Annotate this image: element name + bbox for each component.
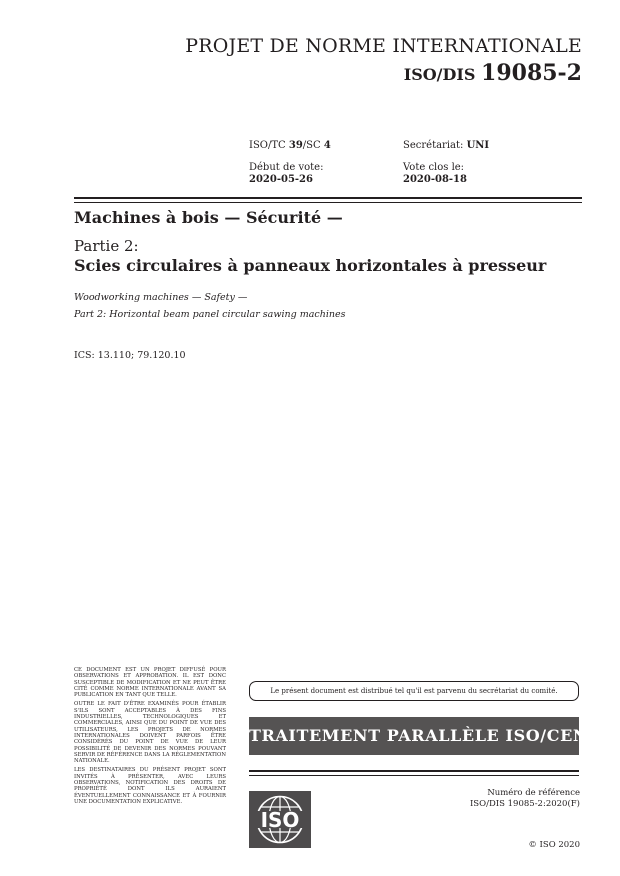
secretariat: Secrétariat: UNI	[403, 140, 490, 151]
title-rule-thick	[74, 197, 582, 199]
iso-logo-text: ISO	[260, 808, 300, 832]
vote-end	[403, 162, 467, 186]
part-title: Scies circulaires à panneaux horizontales à presseur	[74, 256, 547, 275]
footer-rule-thick	[249, 770, 579, 772]
vote-end-date: 2020-08-18	[403, 174, 467, 185]
copyright: © ISO 2020	[528, 840, 580, 850]
vote-start-date: 2020-05-26	[249, 174, 313, 185]
disclaimer-paragraph: CE DOCUMENT EST UN PROJET DIFFUSÉ POUR OBSERVATIONS ET APPROBATION. IL EST DONC SUSCEPTIBLE DE MODIFICATION ET NE PEUT ÊTRE CITÉ COMME NORME INTERNATIONALE AVANT SA PUBLICATION EN TANT QUE TELLE.	[74, 667, 226, 699]
title-rule-thin	[74, 202, 582, 203]
vote-end-label: Vote clos le:	[403, 162, 465, 173]
reference-label: Numéro de référence	[487, 788, 580, 798]
part-label: Partie 2:	[74, 237, 139, 255]
iso-logo	[249, 791, 311, 848]
vote-start	[249, 162, 323, 186]
vote-start-label: Début de vote:	[249, 162, 324, 173]
disclaimer-paragraph: OUTRE LE FAIT D'ÊTRE EXAMINÉS POUR ÉTABLIR S'ILS SONT ACCEPTABLES À DES FINS INDUSTRIELLES, TECHNOLOGIQUES ET COMMERCIALES, AINSI QUE DU POINT DE VUE DES UTILISATEURS, LES PROJETS DE NORMES INTERNATIONALES DOIVENT PARFOIS ÊTRE CONSIDÉRÉS DU POINT DE VUE DE LEUR POSSIBILITÉ DE DEVENIR DES NORMES POUVANT SERVIR DE RÉFÉRENCE DANS LA RÉGLEMENTATION NATIONALE.	[74, 701, 226, 765]
document-number: 19085-2	[481, 60, 582, 86]
distribution-note: Le présent document est distribué tel qu'il est parvenu du secrétariat du comité.	[249, 681, 579, 701]
english-title-line1: Woodworking machines — Safety —	[74, 292, 248, 303]
disclaimer	[74, 667, 226, 808]
footer-rule-thin	[249, 775, 579, 776]
committee-reference: ISO/TC 39/SC 4	[249, 140, 331, 151]
ics-codes: ICS: 13.110; 79.120.10	[74, 350, 186, 361]
disclaimer-paragraph: LES DESTINATAIRES DU PRÉSENT PROJET SONT INVITÉS À PRÉSENTER, AVEC LEURS OBSERVATIONS, NOTIFICATION DES DROITS DE PROPRIÉTÉ DONT ILS AURAIENT ÉVENTUELLEMENT CONNAISSANCE ET À FOURNIR UNE DOCUMENTATION EXPLICATIVE.	[74, 767, 226, 805]
document-type-heading: PROJET DE NORME INTERNATIONALE	[185, 35, 582, 57]
parallel-processing-banner: TRAITEMENT PARALLÈLE ISO/CEN	[249, 717, 579, 755]
english-title-line2: Part 2: Horizontal beam panel circular sawing machines	[74, 309, 346, 320]
document-prefix: ISO/DIS	[403, 65, 476, 84]
document-number-heading	[404, 60, 582, 86]
reference-number: ISO/DIS 19085-2:2020(F)	[469, 799, 580, 809]
main-title: Machines à bois — Sécurité —	[74, 208, 343, 227]
